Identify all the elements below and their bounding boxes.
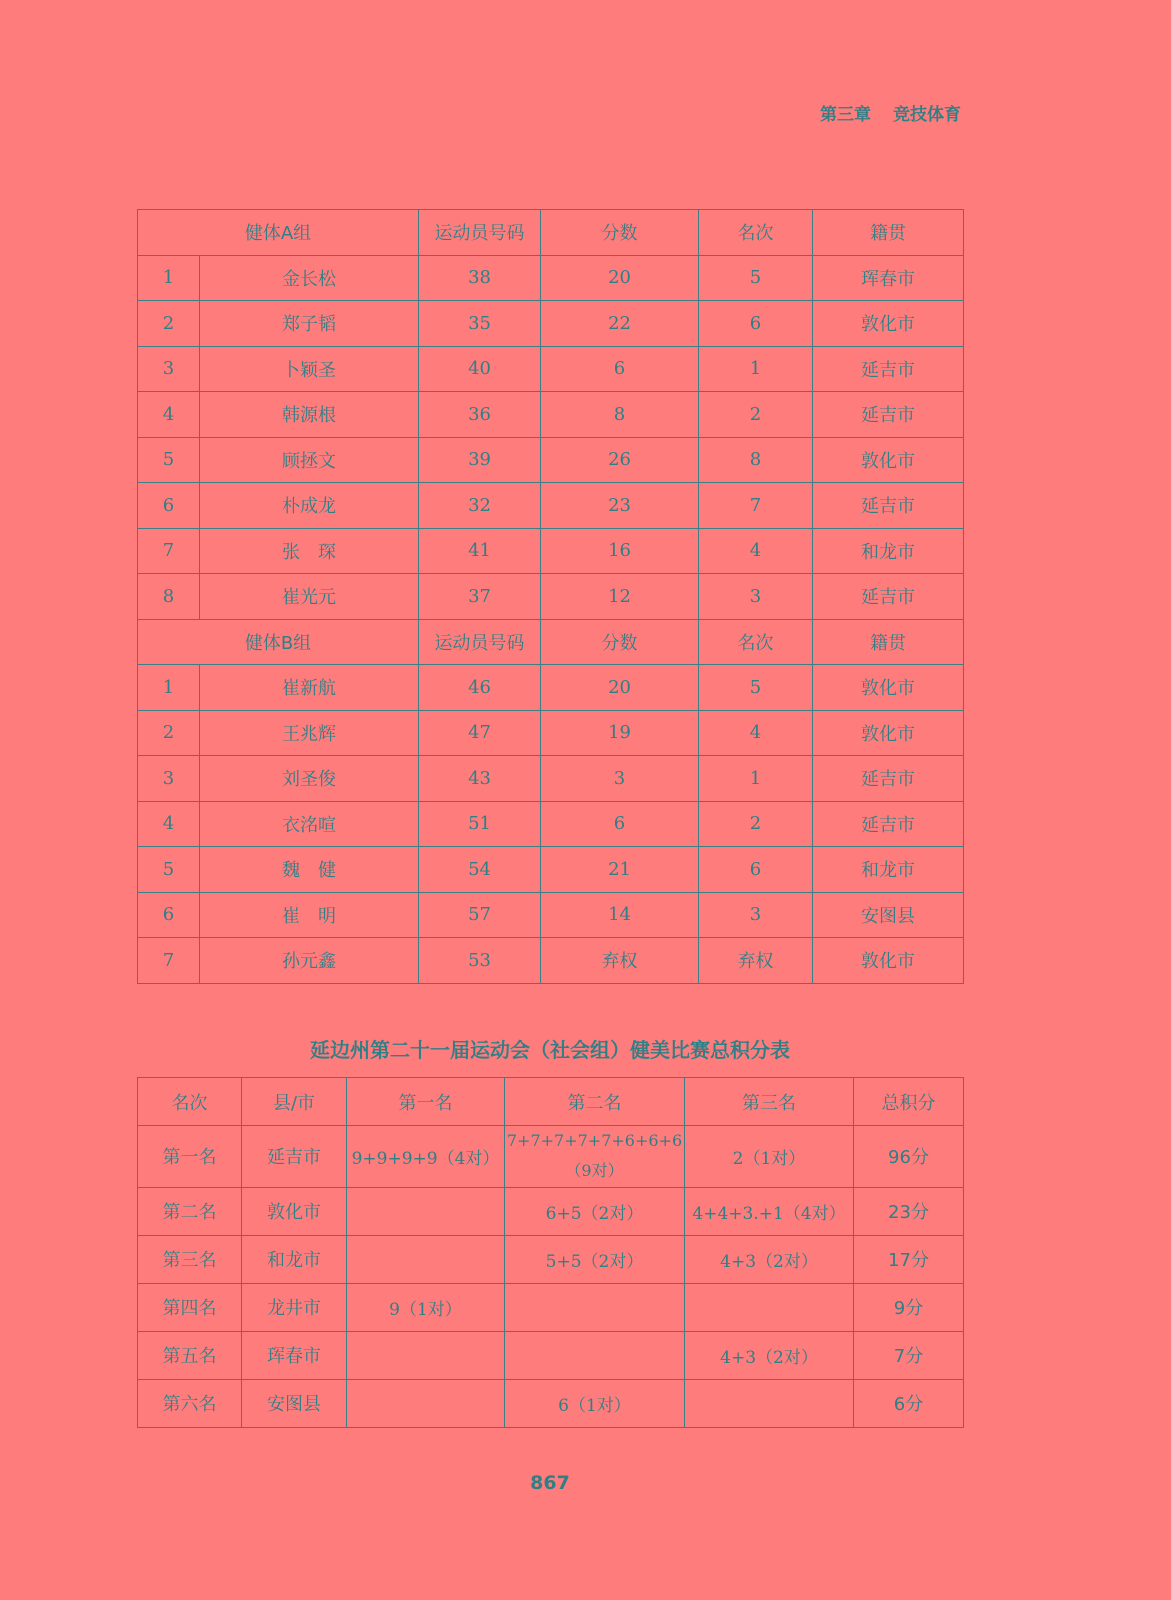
bib-number: 32 xyxy=(419,483,541,529)
hometown: 敦化市 xyxy=(813,665,964,711)
bib-number: 35 xyxy=(419,301,541,347)
table-row xyxy=(138,938,964,984)
row-number: 4 xyxy=(138,801,200,847)
bib-number: 43 xyxy=(419,756,541,802)
bib-number: 53 xyxy=(419,938,541,984)
score: 23 xyxy=(541,483,699,529)
table-row xyxy=(138,1187,964,1235)
summary-table-title: 延边州第二十一届运动会（社会组）健美比赛总积分表 xyxy=(310,1038,790,1062)
athlete-name: 卜颖圣 xyxy=(200,346,419,392)
placing: 第二名 xyxy=(138,1187,242,1235)
hometown: 延吉市 xyxy=(813,392,964,438)
col-header-third: 第三名 xyxy=(685,1078,854,1126)
table-row xyxy=(138,483,964,529)
total-points: 9分 xyxy=(854,1283,964,1331)
row-number: 4 xyxy=(138,392,200,438)
first-place-points xyxy=(347,1235,505,1283)
col-header-rank: 名次 xyxy=(699,210,813,256)
first-place-points xyxy=(347,1331,505,1379)
athlete-name: 张 琛 xyxy=(200,528,419,574)
athlete-name: 崔 明 xyxy=(200,892,419,938)
score: 16 xyxy=(541,528,699,574)
rank: 4 xyxy=(699,528,813,574)
score: 20 xyxy=(541,255,699,301)
hometown: 和龙市 xyxy=(813,847,964,893)
col-header-total: 总积分 xyxy=(854,1078,964,1126)
placing: 第一名 xyxy=(138,1126,242,1188)
rank: 7 xyxy=(699,483,813,529)
rank: 2 xyxy=(699,801,813,847)
table-row xyxy=(138,801,964,847)
row-number: 2 xyxy=(138,301,200,347)
hometown: 敦化市 xyxy=(813,710,964,756)
summary-header-row xyxy=(138,1078,964,1126)
rank: 弃权 xyxy=(699,938,813,984)
athlete-name: 韩源根 xyxy=(200,392,419,438)
total-points: 23分 xyxy=(854,1187,964,1235)
bib-number: 41 xyxy=(419,528,541,574)
row-number: 5 xyxy=(138,437,200,483)
total-points: 6分 xyxy=(854,1379,964,1427)
first-place-points xyxy=(347,1379,505,1427)
row-number: 2 xyxy=(138,710,200,756)
athlete-name: 崔光元 xyxy=(200,574,419,620)
bib-number: 51 xyxy=(419,801,541,847)
athlete-name: 衣洺喧 xyxy=(200,801,419,847)
table-row xyxy=(138,1283,964,1331)
rank: 4 xyxy=(699,710,813,756)
hometown: 延吉市 xyxy=(813,574,964,620)
athlete-name: 魏 健 xyxy=(200,847,419,893)
rank: 8 xyxy=(699,437,813,483)
third-place-points: 2（1对） xyxy=(685,1126,854,1188)
score: 8 xyxy=(541,392,699,438)
county: 敦化市 xyxy=(242,1187,347,1235)
col-header-bib: 运动员号码 xyxy=(419,210,541,256)
score: 26 xyxy=(541,437,699,483)
placing: 第三名 xyxy=(138,1235,242,1283)
second-place-points: 7+7+7+7+7+6+6+6（9对） xyxy=(505,1126,685,1188)
table-row xyxy=(138,847,964,893)
second-place-points xyxy=(505,1331,685,1379)
col-header-placing: 名次 xyxy=(138,1078,242,1126)
row-number: 8 xyxy=(138,574,200,620)
section-label: 竞技体育 xyxy=(893,105,961,125)
county: 安图县 xyxy=(242,1379,347,1427)
placing: 第六名 xyxy=(138,1379,242,1427)
col-header-score: 分数 xyxy=(541,619,699,665)
placing: 第五名 xyxy=(138,1331,242,1379)
athlete-name: 崔新航 xyxy=(200,665,419,711)
score: 14 xyxy=(541,892,699,938)
athlete-name: 朴成龙 xyxy=(200,483,419,529)
rank: 6 xyxy=(699,847,813,893)
hometown: 延吉市 xyxy=(813,801,964,847)
hometown: 延吉市 xyxy=(813,483,964,529)
score: 6 xyxy=(541,801,699,847)
score: 3 xyxy=(541,756,699,802)
table-row xyxy=(138,392,964,438)
first-place-points xyxy=(347,1187,505,1235)
table-row xyxy=(138,1331,964,1379)
third-place-points: 4+3（2对） xyxy=(685,1235,854,1283)
athlete-name: 王兆辉 xyxy=(200,710,419,756)
second-place-points: 6（1对） xyxy=(505,1379,685,1427)
table-row xyxy=(138,301,964,347)
chapter-label: 第三章 xyxy=(820,105,871,125)
hometown: 延吉市 xyxy=(813,756,964,802)
hometown: 珲春市 xyxy=(813,255,964,301)
row-number: 6 xyxy=(138,892,200,938)
group-a-label: 健体A组 xyxy=(138,210,419,256)
hometown: 安图县 xyxy=(813,892,964,938)
row-number: 1 xyxy=(138,255,200,301)
score: 12 xyxy=(541,574,699,620)
rank: 6 xyxy=(699,301,813,347)
group-b-label: 健体B组 xyxy=(138,619,419,665)
second-place-points: 6+5（2对） xyxy=(505,1187,685,1235)
col-header-bib: 运动员号码 xyxy=(419,619,541,665)
county: 延吉市 xyxy=(242,1126,347,1188)
row-number: 7 xyxy=(138,528,200,574)
col-header-score: 分数 xyxy=(541,210,699,256)
table-row xyxy=(138,1126,964,1188)
hometown: 敦化市 xyxy=(813,301,964,347)
score: 22 xyxy=(541,301,699,347)
row-number: 3 xyxy=(138,756,200,802)
rank: 5 xyxy=(699,665,813,711)
group-a-header-row xyxy=(138,210,964,256)
col-header-hometown: 籍贯 xyxy=(813,619,964,665)
bib-number: 57 xyxy=(419,892,541,938)
total-points: 7分 xyxy=(854,1331,964,1379)
first-place-points: 9+9+9+9（4对） xyxy=(347,1126,505,1188)
row-number: 6 xyxy=(138,483,200,529)
athlete-name: 顾拯文 xyxy=(200,437,419,483)
table-row xyxy=(138,756,964,802)
rank: 3 xyxy=(699,892,813,938)
third-place-points xyxy=(685,1379,854,1427)
total-points: 17分 xyxy=(854,1235,964,1283)
rank: 5 xyxy=(699,255,813,301)
page-number: 867 xyxy=(530,1472,570,1494)
bib-number: 39 xyxy=(419,437,541,483)
rank: 1 xyxy=(699,346,813,392)
athlete-name: 刘圣俊 xyxy=(200,756,419,802)
placing: 第四名 xyxy=(138,1283,242,1331)
table-row xyxy=(138,1235,964,1283)
col-header-first: 第一名 xyxy=(347,1078,505,1126)
bib-number: 46 xyxy=(419,665,541,711)
rank: 3 xyxy=(699,574,813,620)
county: 珲春市 xyxy=(242,1331,347,1379)
athlete-name: 郑子韬 xyxy=(200,301,419,347)
table-row xyxy=(138,346,964,392)
rank: 2 xyxy=(699,392,813,438)
table-row xyxy=(138,665,964,711)
row-number: 1 xyxy=(138,665,200,711)
hometown: 敦化市 xyxy=(813,938,964,984)
athlete-results-table xyxy=(137,209,964,984)
score: 21 xyxy=(541,847,699,893)
first-place-points: 9（1对） xyxy=(347,1283,505,1331)
row-number: 7 xyxy=(138,938,200,984)
score: 20 xyxy=(541,665,699,711)
running-header xyxy=(820,100,961,125)
bib-number: 37 xyxy=(419,574,541,620)
bib-number: 36 xyxy=(419,392,541,438)
athlete-name: 金长松 xyxy=(200,255,419,301)
row-number: 3 xyxy=(138,346,200,392)
third-place-points xyxy=(685,1283,854,1331)
table-row xyxy=(138,528,964,574)
third-place-points: 4+4+3.+1（4对） xyxy=(685,1187,854,1235)
table-row xyxy=(138,892,964,938)
summary-points-table xyxy=(137,1077,964,1428)
table-row xyxy=(138,574,964,620)
bib-number: 40 xyxy=(419,346,541,392)
athlete-name: 孙元鑫 xyxy=(200,938,419,984)
second-place-points xyxy=(505,1283,685,1331)
hometown: 敦化市 xyxy=(813,437,964,483)
table-row xyxy=(138,437,964,483)
hometown: 延吉市 xyxy=(813,346,964,392)
col-header-second: 第二名 xyxy=(505,1078,685,1126)
third-place-points: 4+3（2对） xyxy=(685,1331,854,1379)
hometown: 和龙市 xyxy=(813,528,964,574)
bib-number: 47 xyxy=(419,710,541,756)
county: 龙井市 xyxy=(242,1283,347,1331)
second-place-points: 5+5（2对） xyxy=(505,1235,685,1283)
score: 6 xyxy=(541,346,699,392)
table-row xyxy=(138,255,964,301)
rank: 1 xyxy=(699,756,813,802)
table-row xyxy=(138,710,964,756)
total-points: 96分 xyxy=(854,1126,964,1188)
county: 和龙市 xyxy=(242,1235,347,1283)
group-b-header-row xyxy=(138,619,964,665)
score: 弃权 xyxy=(541,938,699,984)
col-header-hometown: 籍贯 xyxy=(813,210,964,256)
col-header-county: 县/市 xyxy=(242,1078,347,1126)
col-header-rank: 名次 xyxy=(699,619,813,665)
score: 19 xyxy=(541,710,699,756)
bib-number: 38 xyxy=(419,255,541,301)
table-row xyxy=(138,1379,964,1427)
bib-number: 54 xyxy=(419,847,541,893)
row-number: 5 xyxy=(138,847,200,893)
